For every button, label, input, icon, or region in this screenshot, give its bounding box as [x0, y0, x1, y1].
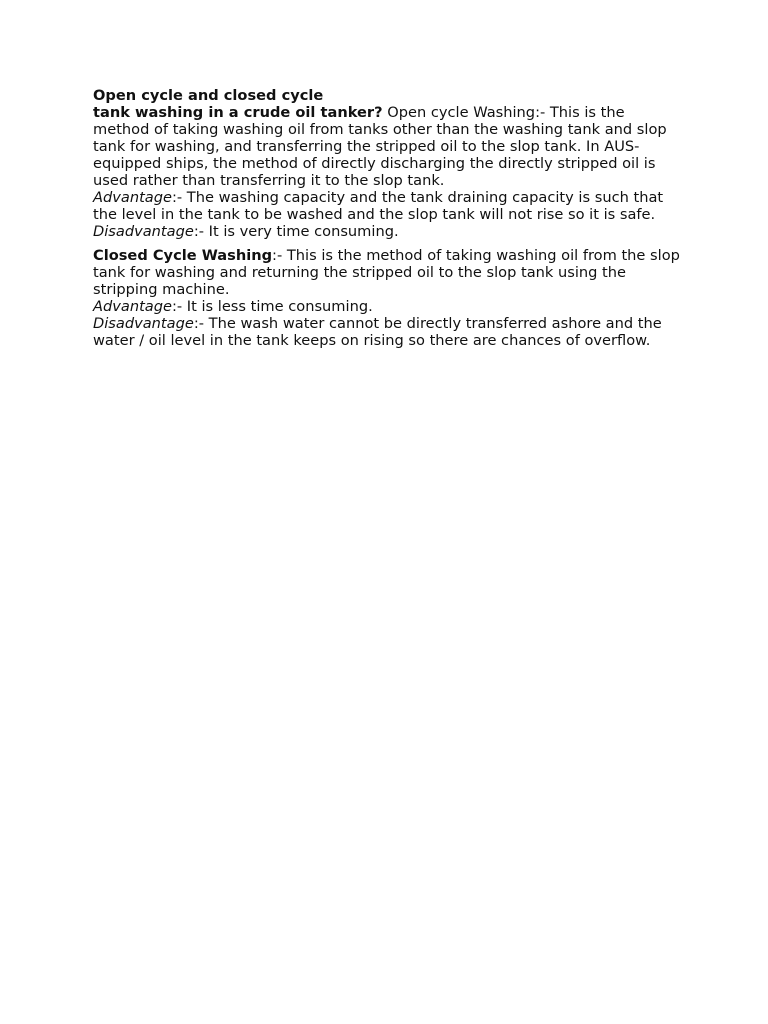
- document-page: [93, 87, 683, 349]
- open-cycle-intro: Open cycle Washing:- This is the method of taking washing oil from tanks other than the washing tank and slop tank for washing, and transferring the stripped oil to the slop tank. In AUS-equipped ships, the method of directly discharging the directly stripped oil is used rather than transferring it to the slop tank.: [93, 104, 667, 189]
- title-line-1: [93, 87, 683, 104]
- advantage-label: Advantage: [93, 298, 172, 315]
- open-cycle-disadvantage: [93, 223, 683, 240]
- disadvantage-text: :- It is very time consuming.: [193, 223, 399, 240]
- disadvantage-text: :- The wash water cannot be directly transferred ashore and the water / oil level in the tank keeps on rising so there are chances of overflow.: [93, 315, 662, 349]
- advantage-text: :- The washing capacity and the tank draining capacity is such that the level in the tank to be washed and the slop tank will not rise so it is safe.: [93, 189, 664, 223]
- closed-cycle-disadvantage: [93, 315, 683, 349]
- advantage-text: :- It is less time consuming.: [171, 298, 373, 315]
- closed-cycle-heading: Closed Cycle Washing: [93, 247, 273, 264]
- title-text-1: Open cycle and closed cycle: [93, 87, 324, 104]
- disadvantage-label: Disadvantage: [93, 223, 194, 240]
- open-cycle-paragraph: [93, 104, 683, 189]
- title-text-2: tank washing in a crude oil tanker?: [93, 104, 383, 121]
- paragraph-gap: [93, 240, 683, 247]
- closed-cycle-advantage: [93, 298, 683, 315]
- closed-cycle-intro: :- This is the method of taking washing oil from the slop tank for washing and returning the stripped oil to the slop tank using the stripping machine.: [93, 247, 680, 298]
- closed-cycle-paragraph: [93, 247, 683, 298]
- disadvantage-label: Disadvantage: [93, 315, 194, 332]
- advantage-label: Advantage: [93, 189, 172, 206]
- open-cycle-advantage: [93, 189, 683, 223]
